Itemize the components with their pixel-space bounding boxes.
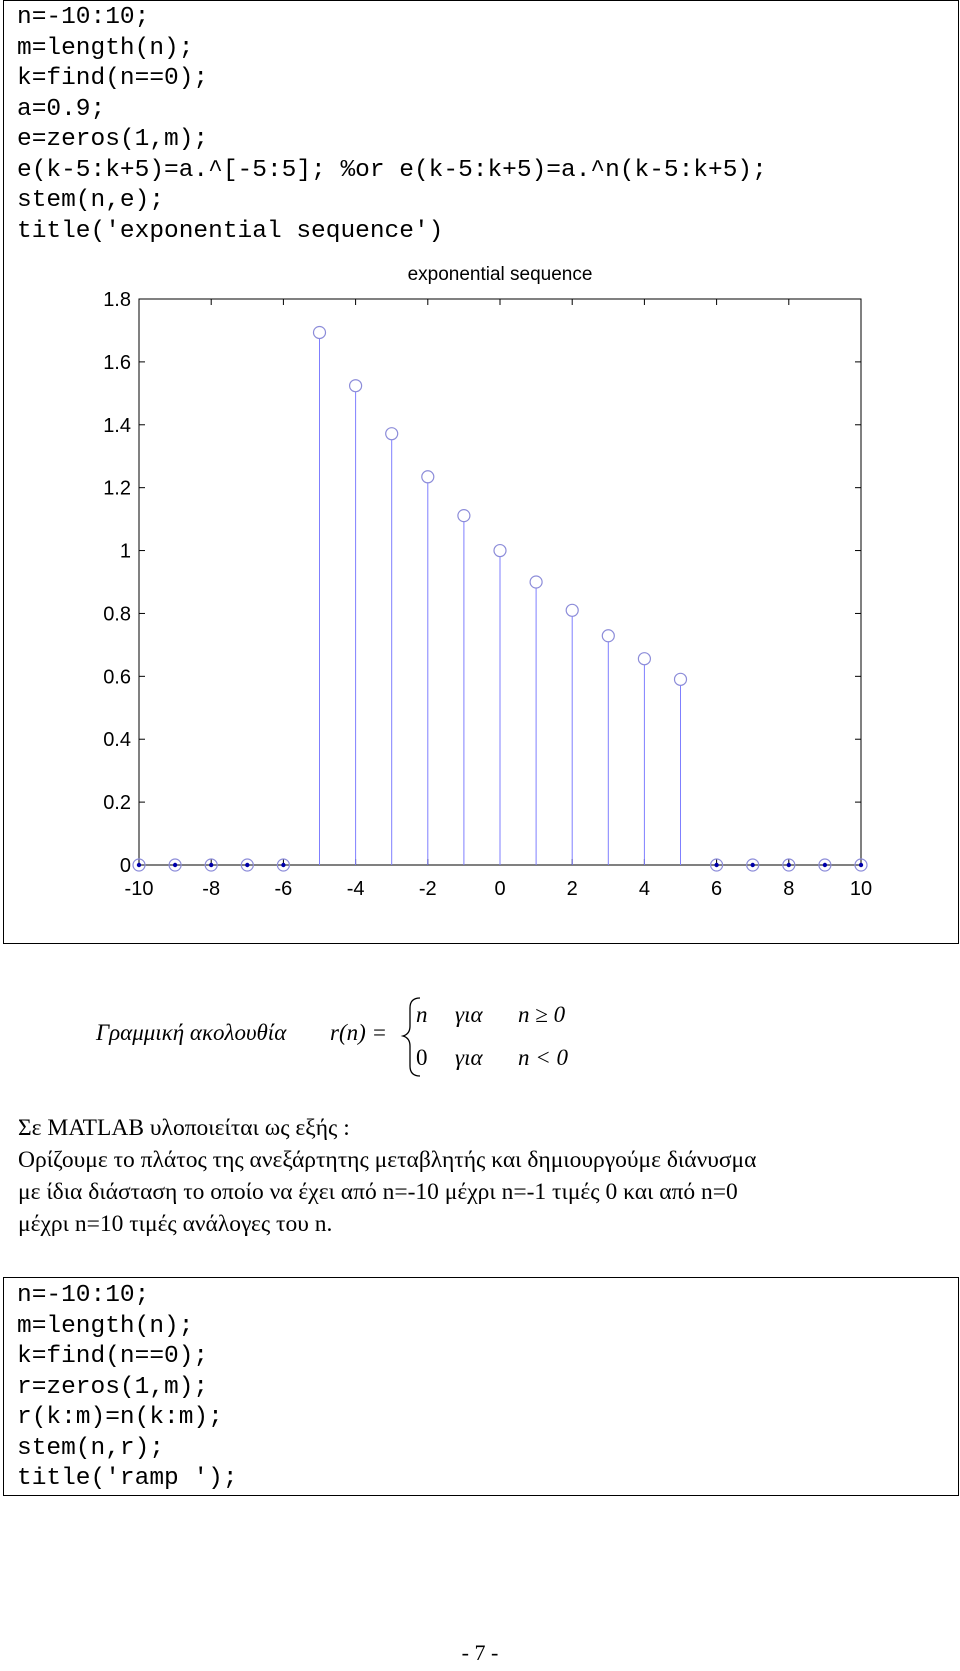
case2-value: 0 xyxy=(416,1045,428,1070)
stem-marker xyxy=(675,673,687,685)
x-tick-label: -4 xyxy=(346,878,365,900)
case1-word: για xyxy=(455,1002,483,1027)
stem-zero-dot xyxy=(751,863,755,867)
formula-label: Γραμμική ακολουθία xyxy=(96,1020,287,1045)
code-line: stem(n,e); xyxy=(17,187,165,214)
code-and-chart-box xyxy=(3,0,959,944)
stem-zero-dot xyxy=(859,863,863,867)
stem-marker xyxy=(422,471,434,483)
case2-word: για xyxy=(455,1045,483,1070)
y-tick-label: 1.2 xyxy=(103,477,131,500)
x-axis xyxy=(125,299,873,900)
code-line: m=length(n); xyxy=(17,34,194,62)
y-axis xyxy=(103,289,861,877)
stem-zero-dot xyxy=(137,863,141,867)
y-tick-label: 0.8 xyxy=(103,603,131,626)
stem-marker xyxy=(638,653,650,665)
x-tick-label: -6 xyxy=(274,878,293,900)
stem-marker xyxy=(494,545,506,557)
stem-marker xyxy=(602,630,614,642)
explanation-paragraph xyxy=(18,1144,756,1240)
stem-marker xyxy=(566,604,578,616)
stem-chart xyxy=(4,1,958,943)
code-line: m=length(n); xyxy=(17,1312,194,1340)
x-tick-label: 8 xyxy=(783,878,795,900)
code-line: stem(n,r); xyxy=(17,1434,165,1462)
y-tick-label: 0.6 xyxy=(103,666,131,689)
code-line: a=0.9; xyxy=(17,95,106,123)
code-line: k=find(n==0); xyxy=(17,65,209,92)
x-tick-label: -8 xyxy=(202,878,221,900)
case1-condition: n ≥ 0 xyxy=(518,1002,566,1027)
chart-title: exponential sequence xyxy=(407,264,593,285)
stem-series xyxy=(133,326,867,871)
x-tick-label: 4 xyxy=(638,878,650,900)
code-line: title('exponential sequence') xyxy=(17,217,444,245)
y-tick-label: 1.4 xyxy=(103,414,131,437)
stem-zero-dot xyxy=(714,863,718,867)
code-line: k=find(n==0); xyxy=(17,1343,209,1370)
code-line: e(k-5:k+5)=a.^[-5:5]; %or e(k-5:k+5)=a.^n(k-5:k+5); xyxy=(17,156,767,184)
x-tick-label: -2 xyxy=(418,878,437,900)
stem-zero-dot xyxy=(281,863,285,867)
code-line: title('ramp '); xyxy=(17,1465,238,1492)
y-tick-label: 0 xyxy=(119,855,131,877)
stem-zero-dot xyxy=(823,863,827,867)
paragraph-line: Ορίζουμε το πλάτος της ανεξάρτητης μεταβλητής και δημιουργούμε διάνυσμα xyxy=(18,1147,757,1173)
stem-marker xyxy=(350,380,362,392)
x-tick-label: 0 xyxy=(494,878,506,900)
stem-zero-dot xyxy=(173,863,177,867)
x-tick-label: 2 xyxy=(566,878,578,900)
stem-marker xyxy=(386,428,398,440)
section-heading: Σε MATLAB υλοποιείται ως εξής : xyxy=(18,1115,350,1141)
paragraph-line: μέχρι n=10 τιμές ανάλογες του n. xyxy=(18,1211,333,1237)
x-tick-label: 10 xyxy=(849,878,873,900)
code-line: e=zeros(1,m); xyxy=(17,126,209,153)
stem-zero-dot xyxy=(787,863,791,867)
x-tick-label: 6 xyxy=(711,878,723,900)
stem-zero-dot xyxy=(209,863,213,867)
y-tick-label: 1.6 xyxy=(103,351,131,374)
code-line: n=-10:10; xyxy=(17,4,150,31)
y-tick-label: 0.4 xyxy=(103,729,131,752)
code-line: r=zeros(1,m); xyxy=(17,1373,209,1401)
y-tick-label: 0.2 xyxy=(103,792,131,815)
page-number: - 7 - xyxy=(461,1640,499,1665)
formula-lhs: r(n) = xyxy=(330,1020,388,1045)
stem-marker xyxy=(458,510,470,522)
case2-condition: n < 0 xyxy=(518,1045,569,1070)
code-box-ramp xyxy=(3,1277,959,1496)
case1-value: n xyxy=(416,1002,428,1027)
code-block-ramp xyxy=(17,1281,238,1495)
paragraph-line: με ίδια διάσταση το οποίο να έχει από n=-10 μέχρι n=-1 τιμές 0 και από n=0 xyxy=(18,1179,738,1205)
ramp-formula xyxy=(0,990,960,1080)
stem-marker xyxy=(314,326,326,338)
stem-marker xyxy=(530,576,542,588)
x-tick-label: -10 xyxy=(124,878,154,900)
code-line: r(k:m)=n(k:m); xyxy=(17,1404,223,1431)
stem-zero-dot xyxy=(245,863,249,867)
code-line: n=-10:10; xyxy=(17,1282,150,1309)
y-tick-label: 1.8 xyxy=(103,289,131,311)
y-tick-label: 1 xyxy=(119,540,131,563)
